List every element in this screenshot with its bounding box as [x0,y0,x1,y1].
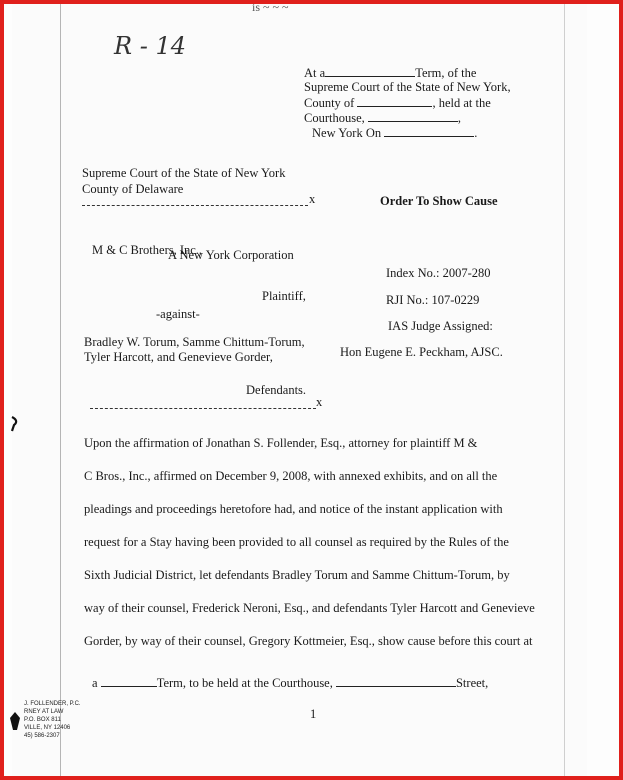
page-right-edge [564,4,565,776]
top-cut-text: is ~ ~ ~ [252,0,289,14]
page-left-edge [60,4,61,776]
judge-name: Hon Eugene E. Peckham, AJSC. [340,345,503,359]
defendants-line-1: Bradley W. Torum, Samme Chittum-Torum, [84,335,305,349]
body-line-5: Sixth Judicial District, let defendants Bradley Torum and Samme Chittum-Torum, by [84,568,510,582]
caption-line-3: County of , held at the [304,96,491,110]
body-line-1: Upon the affirmation of Jonathan S. Follender, Esq., attorney for plaintiff M & [84,436,478,450]
handwritten-reference: R - 14 [114,32,186,60]
body-line-4: request for a Stay having been provided to all counsel as required by the Rules of the [84,535,509,549]
stamp-emblem-icon [8,710,22,732]
page-number: 1 [310,707,317,721]
caption-line-4: Courthouse, , [304,111,462,125]
body-line-7: Gorder, by way of their counsel, Gregory Kottmeier, Esq., show cause before this court at [84,634,533,648]
defendants-line-2: Tyler Harcott, and Genevieve Gorder, [84,350,273,364]
stamp-line-5: 45) 586-2307 [24,733,60,739]
ias-judge-label: IAS Judge Assigned: [388,319,493,333]
caption-bottom-x: x [316,395,323,409]
caption-top-x: x [309,192,316,206]
defendants-role: Defendants. [246,383,307,397]
caption-line-5: New York On . [312,126,478,140]
plaintiff-name: M & C Brothers, Inc., [92,243,203,257]
against-label: -against- [156,307,200,321]
document-title: Order To Show Cause [380,194,498,208]
stamp-line-4: VILLE, NY 12406 [24,725,71,731]
body-line-3: pleadings and proceedings heretofore had, and notice of the instant application with [84,502,503,516]
caption-top-rule [82,205,308,206]
caption-bottom-rule [90,408,316,409]
plaintiff-description: A New York Corporation [168,248,294,262]
body-line-2: C Bros., Inc., affirmed on December 9, 2008, with annexed exhibits, and on all the [84,469,498,483]
plaintiff-role: Plaintiff, [262,289,306,303]
margin-mark-icon [10,416,20,432]
court-county: County of Delaware [82,182,184,196]
attorney-stamp [8,700,90,758]
body-line-6: way of their counsel, Frederick Neroni, Esq., and defendants Tyler Harcott and Genevieve [84,601,535,615]
stamp-line-1: J. FOLLENDER, P.C. [24,701,81,707]
index-number: Index No.: 2007-280 [386,266,491,280]
rji-number: RJI No.: 107-0229 [386,293,480,307]
caption-line-2: Supreme Court of the State of New York, [304,80,511,94]
body-line-8: a Term, to be held at the Courthouse, Street, [92,676,489,690]
stamp-line-2: RNEY AT LAW [24,709,64,715]
court-name: Supreme Court of the State of New York [82,166,286,180]
stamp-line-3: P.O. BOX 811 [24,717,61,723]
caption-line-1: At a Term, of the [304,66,477,80]
document-page [12,0,587,776]
